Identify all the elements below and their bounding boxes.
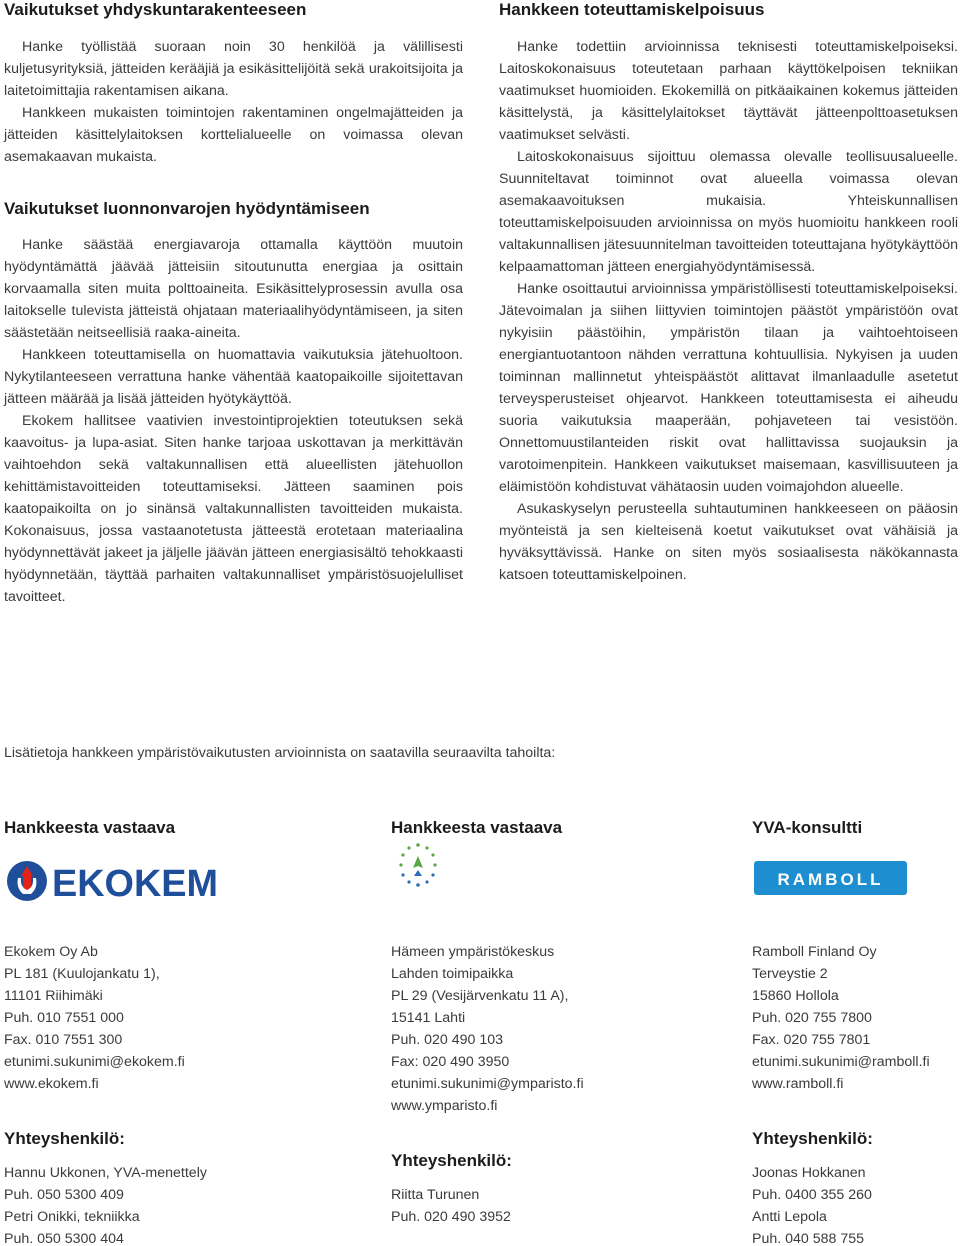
contact-email[interactable]: etunimi.sukunimi@ymparisto.fi — [391, 1076, 584, 1092]
paragraph: Hanke työllistää suoraan noin 30 henkilöä ja välillisesti kuljetusyrityksiä, jätteiden kerääjiä ja esikäsittelijöitä sekä urakoitsijoita ja laitetoimittajia rakentamisen aikana. — [4, 39, 463, 99]
contact-persons-ekokem — [4, 1162, 207, 1246]
person-line: Puh. 050 5300 409 — [4, 1187, 124, 1203]
contact-persons-ramboll — [752, 1162, 872, 1246]
paragraph: Hankkeen mukaisten toimintojen rakentaminen ongelmajätteiden ja jätteiden käsittelylaitoksen korttelialueelle on voimassa olevan asemakaavan mukaista. — [4, 105, 463, 165]
right-column-block — [499, 36, 958, 586]
contact-role-heading: Hankkeesta vastaava — [391, 818, 563, 837]
section-heading-toteuttamiskelpoisuus: Hankkeen toteuttamiskelpoisuus — [499, 0, 765, 19]
contact-role-heading: Hankkeesta vastaava — [4, 818, 176, 837]
ekokem-logo — [6, 858, 220, 904]
contact-line: Puh. 020 490 103 — [391, 1032, 504, 1048]
section-heading-luonnonvarat: Vaikutukset luonnonvarojen hyödyntämiseen — [4, 199, 370, 218]
contact-website[interactable]: www.ramboll.fi — [752, 1076, 844, 1092]
footer-note: Lisätietoja hankkeen ympäristövaikutusten arvioinnista on saatavilla seuraavilta tahoilta: — [4, 745, 556, 761]
person-line: Puh. 050 5300 404 — [4, 1231, 124, 1246]
contact-line: Puh. 010 7551 000 — [4, 1010, 124, 1026]
contact-line: 15860 Hollola — [752, 988, 839, 1004]
paragraph: Hankkeen toteuttamisella on huomattavia vaikutuksia jätehuoltoon. Nykytilanteeseen verrattuna hanke vähentää kaatopaikoille sijoitettavan jätteen määrää ja lisää jätteiden hyötykäyttöä. — [4, 347, 463, 407]
section-heading-yhdyskuntarakenne: Vaikutukset yhdyskuntarakenteeseen — [4, 0, 307, 19]
person-line: Puh. 040 588 755 — [752, 1231, 865, 1246]
person-line: Riitta Turunen — [391, 1187, 480, 1203]
person-line: Puh. 020 490 3952 — [391, 1209, 511, 1225]
paragraph: Laitoskokonaisuus sijoittuu olemassa olevalle teollisuusalueelle. Suunniteltavat toiminnot ovat alueella voimassa olevan asemakaavoituksen mukaisia. Yhteiskunnallisen toteuttamiskelpoisuuden arvioinnissa on myös huomioitu hankkeen rooli valtakunnallisen jätesuunnitelman tavoitteiden toteuttajana hyötykäyttöön kelpaamattoman jätteen energiahyödyntämisessä. — [499, 149, 958, 275]
contact-line: Puh. 020 755 7800 — [752, 1010, 872, 1026]
contact-line: 15141 Lahti — [391, 1010, 466, 1026]
contact-email[interactable]: etunimi.sukunimi@ekokem.fi — [4, 1054, 185, 1070]
contact-website[interactable]: www.ymparisto.fi — [391, 1098, 498, 1114]
contact-line: Fax: 020 490 3950 — [391, 1054, 510, 1070]
paragraph: Hanke osoittautui arvioinnissa ympäristöllisesti toteuttamiskelpoiseksi. Jätevoimalan ja siihen liittyvien toimintojen päästöt ympäristöön ovat nykyisiin päästöihin, ympäristön tilaan ja vaihtoehtoiseen energiantuotantoon nähden verrattuna kohtuullisia. Nykyisen ja uuden toiminnan mallinnetut yhteispäästöt alittavat ilmanlaadulle asetetut terveysperusteiset ohjearvot. Hankkeen toteuttamisesta ei aiheudu suoria vaikutuksia maaperään, pohjaveteen tai vesistöön. Onnettomuustilanteiden riskit ovat hallittavissa suojauksin ja varotoimenpitein. Hankkeen vaikutukset maisemaan, kasvillisuuteen ja eläimistöön kohdistuvat vähätaosin uuden voimajohdon alueelle. — [499, 281, 958, 495]
contact-line: Hämeen ympäristökeskus — [391, 944, 555, 960]
contact-person-heading: Yhteyshenkilö: — [391, 1151, 512, 1170]
paragraph: Asukaskyselyn perusteella suhtautuminen hankkeeseen on pääosin myönteistä ja sen kielteisenä koetut vaikutukset ovat vähäisiä ja hyväksyttävissä. Hanke on siten myös sosiaalisesta näkökannasta katsoen toteuttamiskelpoinen. — [499, 501, 958, 583]
person-line: Hannu Ukkonen, YVA-menettely — [4, 1165, 207, 1181]
contact-role-heading: YVA-konsultti — [752, 818, 863, 837]
paragraph: Hanke todettiin arvioinnissa teknisesti toteuttamiskelpoiseksi. Laitoskokonaisuus toteutetaan parhaan käyttökelpoisen tekniikan vaatimukset huomioiden. Ekokemillä on pitkäaikainen kokemus jätteiden käsittelystä, ja käsittelylaitokset täyttävät jätteenpolttoasetuksen vaatimukset selvästi. — [499, 39, 958, 143]
ramboll-logo-text: RAMBOLL — [777, 870, 884, 889]
ramboll-logo — [754, 861, 907, 895]
contact-details-ymparistokeskus — [391, 941, 584, 1117]
contact-email[interactable]: etunimi.sukunimi@ramboll.fi — [752, 1054, 930, 1070]
contact-line: Terveystie 2 — [752, 966, 828, 982]
left-column-block-2 — [4, 234, 463, 608]
contact-website[interactable]: www.ekokem.fi — [4, 1076, 99, 1092]
person-line: Petri Onikki, tekniikka — [4, 1209, 140, 1225]
contact-person-heading: Yhteyshenkilö: — [4, 1129, 125, 1148]
contact-persons-ymparistokeskus — [391, 1184, 511, 1228]
contact-line: PL 29 (Vesijärvenkatu 11 A), — [391, 988, 569, 1004]
contact-details-ekokem — [4, 941, 185, 1095]
contact-line: Lahden toimipaikka — [391, 966, 514, 982]
contact-line: Fax. 020 755 7801 — [752, 1032, 871, 1048]
paragraph: Hanke säästää energiavaroja ottamalla käyttöön muutoin hyödyntämättä jäävää jätteisiin sitoutunutta energiaa ja osittain korvaamalla siten muita polttoaineita. Esikäsittelyprosessin avulla osa laitokselle tulevista jätteistä ohjataan materiaalihyödyntämiseen, ja siten säästetään neitseellisiä raaka-aineita. — [4, 237, 463, 341]
contact-person-heading: Yhteyshenkilö: — [752, 1129, 873, 1148]
contact-line: Fax. 010 7551 300 — [4, 1032, 123, 1048]
paragraph: Ekokem hallitsee vaativien investointiprojektien toteutuksen sekä kaavoitus- ja lupa-asiat. Siten hanke tarjoaa uskottavan ja merkittävän vaihtoehdon sekä valtakunnallisen että alueellisten jätehuollon kehittämistavoitteiden toteuttamiseksi. Jätteen saaminen pois kaatopaikoilta on jo sinänsä valtakunnallisten tavoitteiden mukaista. Kokonaisuus, jossa vastaanotetusta jätteestä erotetaan materiaalina hyödynnettävät jakeet ja jäljelle jäävän jätteen energiasisältö tehokkaasti hyödynnetään, täyttää parhaiten valtakunnalliset ympäristösuojelulliset tavoitteet. — [4, 413, 463, 605]
contact-line: Ekokem Oy Ab — [4, 944, 98, 960]
ymparistokeskus-logo — [398, 842, 438, 888]
contact-line: PL 181 (Kuulojankatu 1), — [4, 966, 160, 982]
person-line: Puh. 0400 355 260 — [752, 1187, 872, 1203]
person-line: Joonas Hokkanen — [752, 1165, 866, 1181]
contact-line: Ramboll Finland Oy — [752, 944, 877, 960]
person-line: Antti Lepola — [752, 1209, 827, 1225]
left-column-block-1 — [4, 36, 463, 168]
contact-details-ramboll — [752, 941, 930, 1095]
contact-line: 11101 Riihimäki — [4, 988, 103, 1004]
ekokem-logo-text: EKOKEM — [52, 863, 218, 904]
